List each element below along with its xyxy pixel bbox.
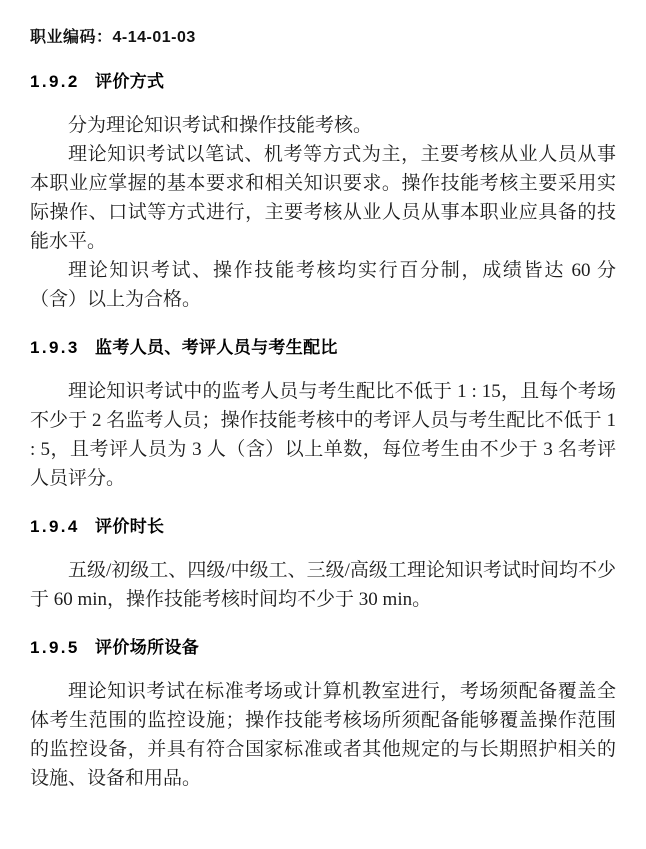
section-title: 监考人员、考评人员与考生配比 <box>95 338 338 357</box>
section-title: 评价场所设备 <box>95 638 200 657</box>
section-number: 1.9.5 <box>30 638 80 657</box>
section-number: 1.9.4 <box>30 517 80 536</box>
section-heading <box>30 72 616 92</box>
section-evaluation-duration <box>30 517 616 614</box>
section-number: 1.9.3 <box>30 338 80 357</box>
section-evaluation-site-equipment <box>30 638 616 793</box>
section-heading <box>30 338 616 358</box>
paragraph: 分为理论知识考试和操作技能考核。 <box>68 115 373 136</box>
section-title: 评价方式 <box>95 72 165 91</box>
section-evaluation-method <box>30 72 616 314</box>
occupation-code-header: 职业编码：4-14-01-03 <box>30 29 196 46</box>
section-heading <box>30 517 616 537</box>
section-title: 评价时长 <box>95 517 165 536</box>
paragraph: 理论知识考试中的监考人员与考生配比不低于 1 : 15，且每个考场不少于 2 名监考人员；操作技能考核中的考评人员与考生配比不低于 1 : 5，且考评人员为 3 人（含）以上单数，每位考生由不少于 3 名考评人员评分。 <box>30 381 616 489</box>
paragraph: 理论知识考试、操作技能考核均实行百分制，成绩皆达 60 分（含）以上为合格。 <box>30 260 616 310</box>
paragraph: 理论知识考试在标准考场或计算机教室进行，考场须配备覆盖全体考生范围的监控设施；操作技能考核场所须配备能够覆盖操作范围的监控设备，并具有符合国家标准或者其他规定的与长期照护相关的设施、设备和用品。 <box>30 681 616 789</box>
section-heading <box>30 638 616 658</box>
paragraph: 五级/初级工、四级/中级工、三级/高级工理论知识考试时间均不少于 60 min，操作技能考核时间均不少于 30 min。 <box>30 560 616 610</box>
section-number: 1.9.2 <box>30 72 80 91</box>
paragraph: 理论知识考试以笔试、机考等方式为主，主要考核从业人员从事本职业应掌握的基本要求和相关知识要求。操作技能考核主要采用实际操作、口试等方式进行，主要考核从业人员从事本职业应具备的技能水平。 <box>30 144 616 252</box>
section-proctor-examinee-ratio <box>30 338 616 493</box>
